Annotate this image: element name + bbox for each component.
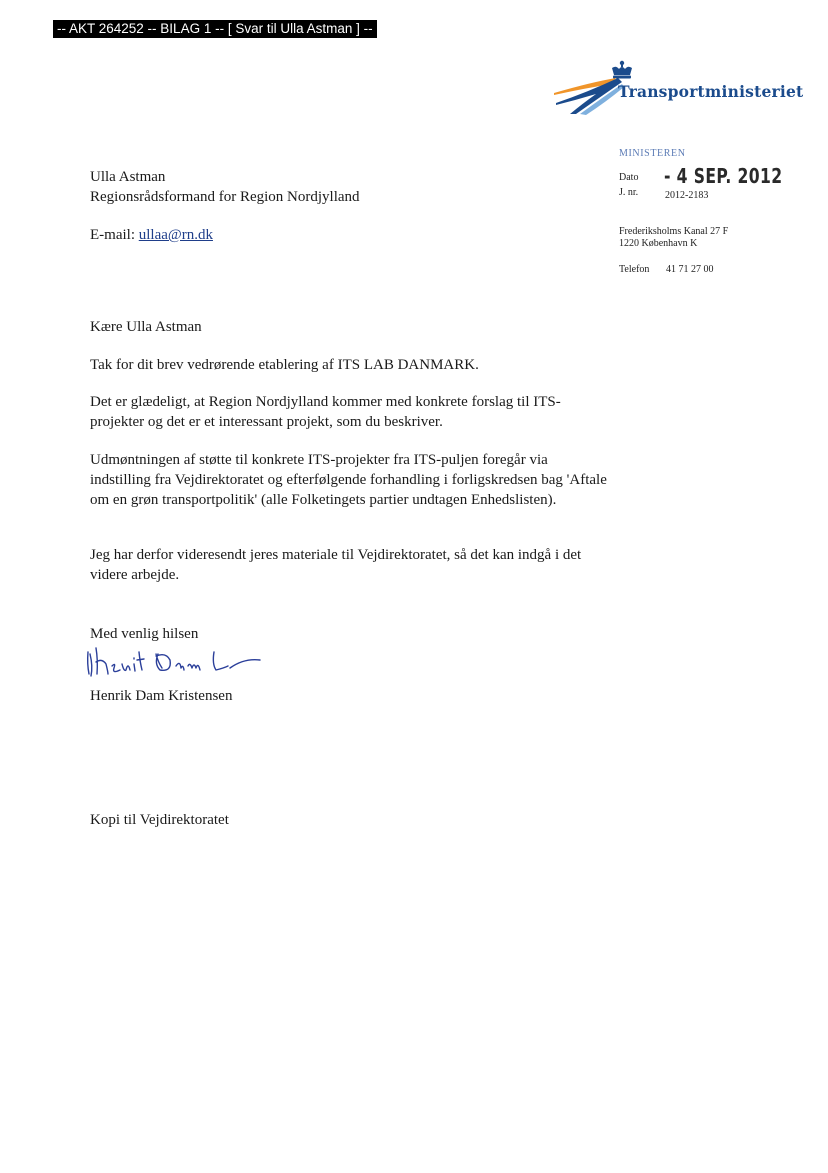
paragraph-3: Udmøntningen af støtte til konkrete ITS-projekter fra ITS-puljen foregår via indstilling fra Vejdirektoratet og efterfølgende forhandling i forligskredsen bag 'Aftale om en grøn transportpolitik' (alle Folketingets partier undtagen Enhedslisten). — [90, 452, 607, 508]
journal-number: 2012-2183 — [665, 190, 709, 201]
phone-label: Telefon — [619, 264, 650, 275]
department-label: MINISTEREN — [619, 148, 686, 159]
crown-icon — [612, 61, 632, 79]
recipient-name: Ulla Astman — [90, 169, 166, 185]
recipient-email-line — [90, 225, 213, 245]
salutation: Kære Ulla Astman — [90, 319, 202, 335]
email-label: E-mail: — [90, 227, 135, 243]
date-label: Dato — [619, 172, 639, 183]
document-id-banner: -- AKT 264252 -- BILAG 1 -- [ Svar til Ulla Astman ] -- — [53, 20, 377, 38]
address-line-2: 1220 København K — [619, 238, 698, 249]
logo-wordmark: Transportministeriet — [618, 82, 804, 101]
phone-number: 41 71 27 00 — [666, 264, 714, 275]
closing: Med venlig hilsen — [90, 626, 199, 642]
email-link[interactable]: ullaa@rn.dk — [138, 227, 213, 243]
paragraph-4: Jeg har derfor videresendt jeres materiale til Vejdirektoratet, så det kan indgå i det videre arbejde. — [90, 547, 582, 583]
copy-note: Kopi til Vejdirektoratet — [90, 812, 229, 828]
signature-name: Henrik Dam Kristensen — [90, 688, 233, 704]
journal-number-label: J. nr. — [619, 187, 639, 198]
address-line-1: Frederiksholms Kanal 27 F — [619, 226, 729, 237]
recipient-title: Regionsrådsformand for Region Nordjylland — [90, 189, 360, 205]
paragraph-1: Tak for dit brev vedrørende etablering af ITS LAB DANMARK. — [90, 357, 479, 373]
paragraph-2: Det er glædeligt, at Region Nordjylland kommer med konkrete forslag til ITS-projekter og det er et interessant projekt, som du beskriver. — [90, 394, 561, 430]
handwritten-signature — [84, 640, 274, 682]
date-stamp: - 4 SEP. 2012 — [664, 164, 783, 188]
